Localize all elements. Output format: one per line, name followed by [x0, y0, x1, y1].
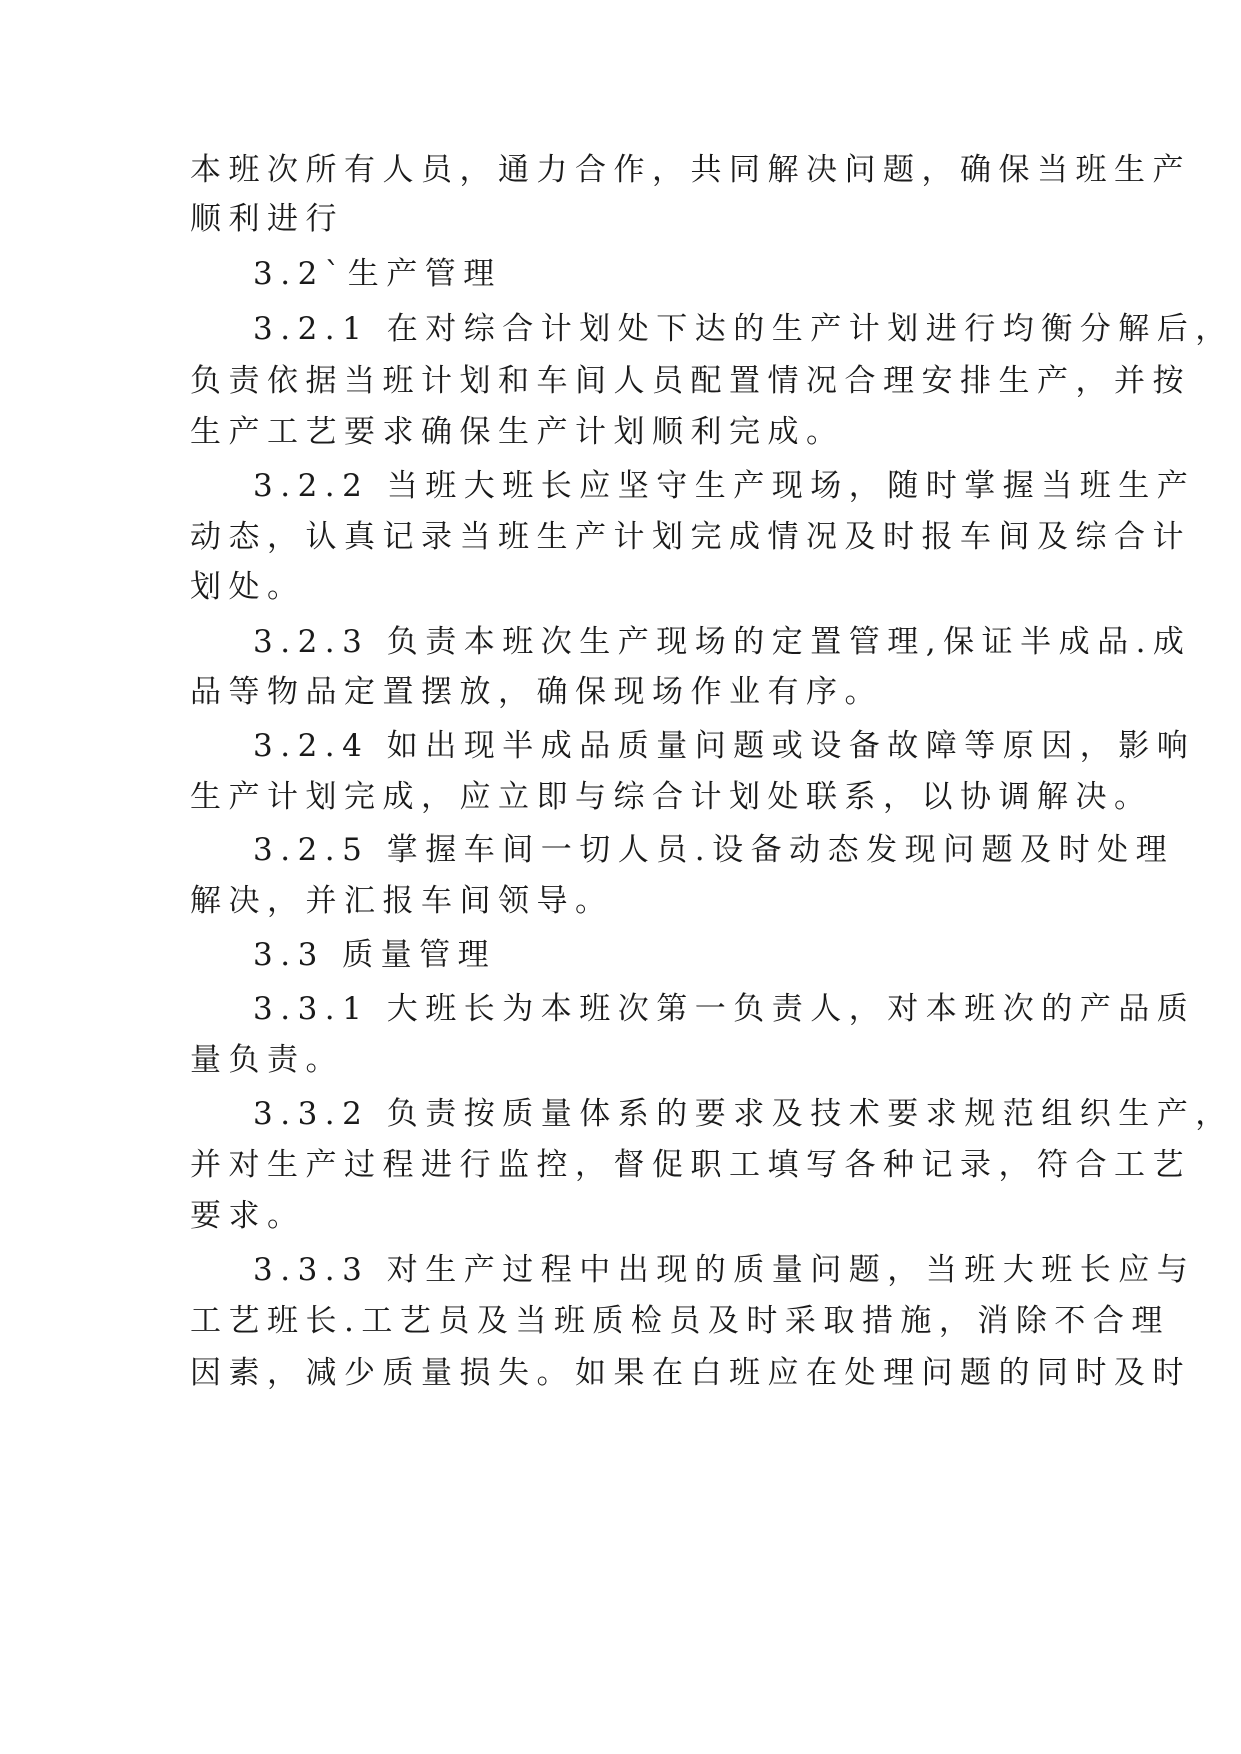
text-line-19: 3.3.2 负责按质量体系的要求及技术要求规范组织生产， [253, 1096, 1234, 1132]
text-line-9: 划处。 [190, 569, 306, 605]
text-line-10: 3.2.3 负责本班次生产现场的定置管理,保证半成品.成 [253, 624, 1192, 660]
text-line-22: 3.3.3 对生产过程中出现的质量问题，当班大班长应与 [253, 1252, 1196, 1288]
text-line-17: 3.3.1 大班长为本班次第一负责人，对本班次的产品质 [253, 991, 1196, 1027]
text-line-15: 解决，并汇报车间领导。 [190, 883, 614, 919]
text-line-20: 并对生产过程进行监控，督促职工填写各种记录，符合工艺 [190, 1147, 1191, 1183]
text-line-7: 3.2.2 当班大班长应坚守生产现场，随时掌握当班生产 [253, 468, 1196, 504]
text-line-12: 3.2.4 如出现半成品质量问题或设备故障等原因，影响 [253, 728, 1196, 764]
text-line-1: 本班次所有人员，通力合作，共同解决问题，确保当班生产 [190, 152, 1191, 188]
text-line-23: 工艺班长.工艺员及当班质检员及时采取措施，消除不合理 [190, 1303, 1170, 1339]
text-line-13: 生产计划完成，应立即与综合计划处联系，以协调解决。 [190, 779, 1153, 815]
text-line-11: 品等物品定置摆放，确保现场作业有序。 [190, 674, 883, 710]
section-heading-3-3: 3.3 质量管理 [253, 937, 497, 973]
text-line-8: 动态，认真记录当班生产计划完成情况及时报车间及综合计 [190, 519, 1191, 555]
text-line-21: 要求。 [190, 1198, 306, 1234]
section-heading-3-2: 3.2`生产管理 [253, 256, 502, 292]
text-line-14: 3.2.5 掌握车间一切人员.设备动态发现问题及时处理 [253, 832, 1175, 868]
text-line-18: 量负责。 [190, 1042, 344, 1078]
text-line-5: 负责依据当班计划和车间人员配置情况合理安排生产，并按 [190, 363, 1191, 399]
text-line-24: 因素，减少质量损失。如果在白班应在处理问题的同时及时 [190, 1355, 1191, 1391]
text-line-4: 3.2.1 在对综合计划处下达的生产计划进行均衡分解后， [253, 311, 1234, 347]
text-line-6: 生产工艺要求确保生产计划顺利完成。 [190, 414, 845, 450]
text-line-2: 顺利进行 [190, 201, 344, 237]
